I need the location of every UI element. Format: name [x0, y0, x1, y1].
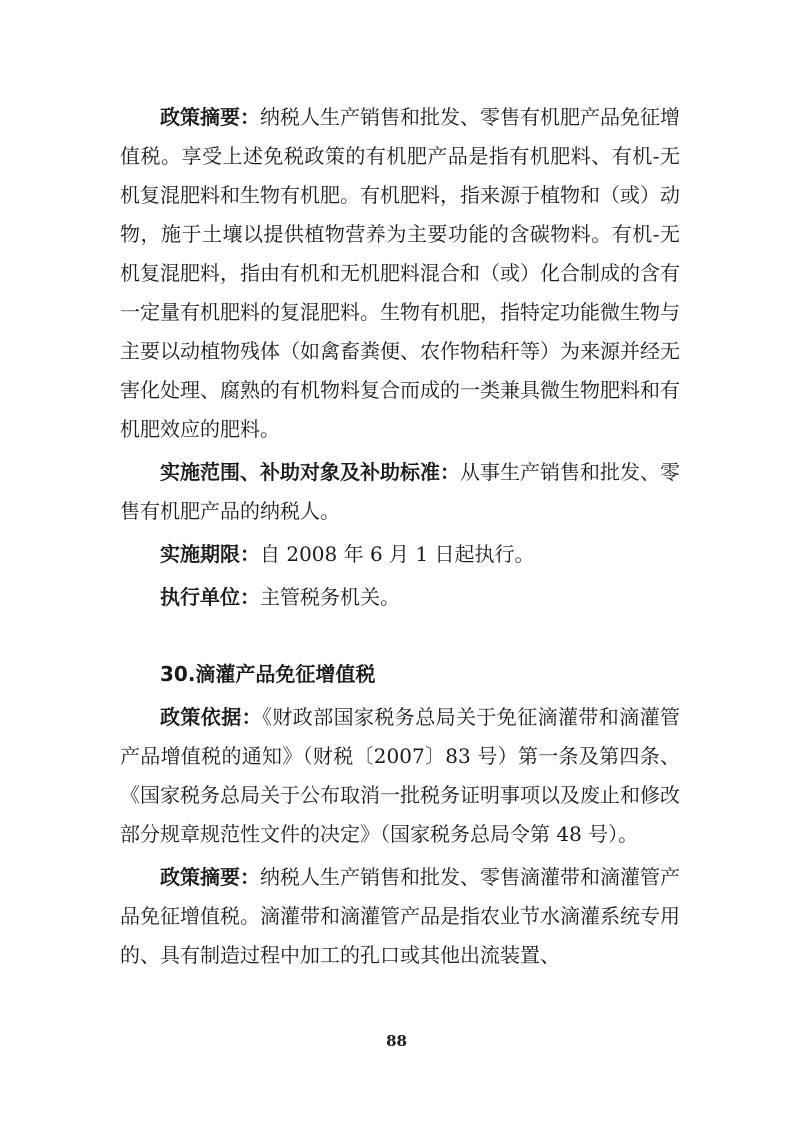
policy-basis-text: 《财政部国家税务总局关于免征滴灌带和滴灌管产品增值税的通知》（财税〔2007〕83 号）第一条及第四条、《国家税务总局关于公布取消一批税务证明事项以及废止和修改部分规章规范性文件的决定》（国家税务总局令第 48 号）。 [120, 705, 680, 846]
section-heading: 30.滴灌产品免征增值税 [160, 662, 376, 686]
period-paragraph [120, 535, 680, 574]
policy-summary-label-2: 政策摘要： [160, 865, 260, 889]
policy-summary-paragraph [120, 98, 680, 449]
policy-summary-text-2: 纳税人生产销售和批发、零售滴灌带和滴灌管产品免征增值税。滴灌带和滴灌管产品是指农业节水滴灌系统专用的、具有制造过程中加工的孔口或其他出流装置、 [120, 865, 680, 967]
period-label: 实施期限： [160, 542, 260, 566]
policy-summary-label: 政策摘要： [160, 105, 260, 129]
policy-summary-text: 纳税人生产销售和批发、零售有机肥产品免征增值税。享受上述免税政策的有机肥产品是指有机肥料、有机-无机复混肥料和生物有机肥。有机肥料，指来源于植物和（或）动物，施于土壤以提供植物营养为主要功能的含碳物料。有机-无机复混肥料，指由有机和无机肥料混合和（或）化合制成的含有一定量有机肥料的复混肥料。生物有机肥，指特定功能微生物与主要以动植物残体（如禽畜粪便、农作物秸秆等）为来源并经无害化处理、腐熟的有机物料复合而成的一类兼具微生物肥料和有机肥效应的肥料。 [120, 105, 680, 441]
scope-label: 实施范围、补助对象及补助标准： [160, 460, 460, 484]
unit-label: 执行单位： [160, 585, 260, 609]
period-text: 自 2008 年 6 月 1 日起执行。 [260, 542, 535, 566]
policy-basis-label: 政策依据： [160, 705, 262, 729]
page-number: 88 [386, 1032, 407, 1050]
policy-basis-paragraph [120, 698, 680, 854]
unit-text: 主管税务机关。 [260, 585, 400, 609]
scope-paragraph [120, 453, 680, 531]
scope-text: 从事生产销售和批发、零售有机肥产品的纳税人。 [120, 460, 680, 523]
policy-summary-paragraph-2 [120, 858, 680, 975]
page-content [120, 98, 680, 975]
unit-paragraph [120, 578, 680, 617]
